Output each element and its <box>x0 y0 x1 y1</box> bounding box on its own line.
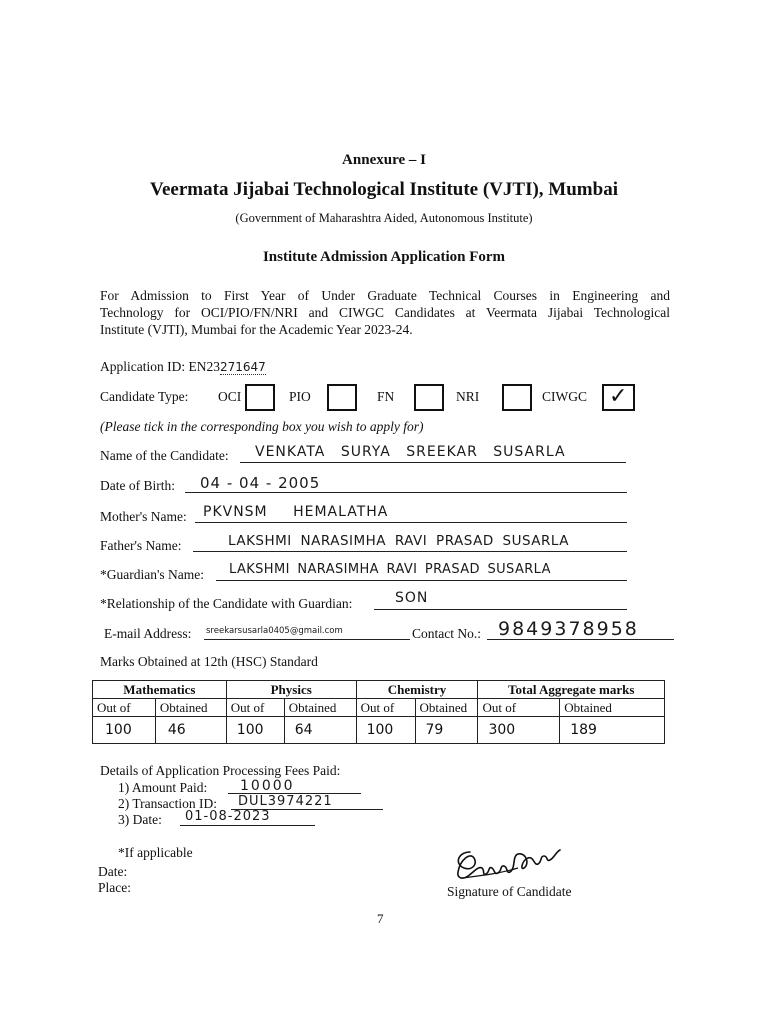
intro-paragraph <box>100 287 670 338</box>
marks-table <box>92 680 665 744</box>
dob-value[interactable]: 04 - 04 - 2005 <box>200 474 321 492</box>
chem-obtained-value[interactable]: 79 <box>415 717 478 744</box>
fees-title: Details of Application Processing Fees Paid: <box>100 763 341 778</box>
relationship-underline <box>374 609 627 610</box>
physics-out-of-header: Out of <box>226 699 284 717</box>
physics-obtained-header: Obtained <box>284 699 356 717</box>
math-obtained-header: Obtained <box>155 699 226 717</box>
annexure-heading: Annexure – I <box>342 152 426 168</box>
amount-value[interactable]: 10000 <box>240 778 295 794</box>
date-fee-value[interactable]: 01-08-2023 <box>185 809 271 824</box>
mother-value[interactable]: PKVNSM HEMALATHA <box>203 504 389 520</box>
option-pio-label: PIO <box>289 389 311 404</box>
intro-line-2: Technology for OCI/PIO/FN/NRI and CIWGC Candidates at Veermata Jijabai Technological <box>100 305 670 320</box>
checkbox-fn[interactable] <box>414 384 444 411</box>
dob-underline <box>185 492 627 493</box>
option-nri-label: NRI <box>456 389 480 404</box>
physics-obtained-value[interactable]: 64 <box>284 717 356 744</box>
guardian-value[interactable]: LAKSHMI NARASIMHA RAVI PRASAD SUSARLA <box>229 562 551 577</box>
father-label: Father's Name: <box>100 538 182 553</box>
math-out-of-value[interactable]: 100 <box>93 717 156 744</box>
father-underline <box>193 551 627 552</box>
father-value[interactable]: LAKSHMI NARASIMHA RAVI PRASAD SUSARLA <box>228 533 569 549</box>
intro-line-3: Institute (VJTI), Mumbai for the Academic Year 2023-24. <box>100 322 413 337</box>
chem-out-of-header: Out of <box>356 699 415 717</box>
subject-header-row <box>93 681 665 699</box>
transaction-label: 2) Transaction ID: <box>118 796 217 811</box>
mother-underline <box>195 522 627 523</box>
marks-title: Marks Obtained at 12th (HSC) Standard <box>100 654 318 669</box>
candidate-type-note: (Please tick in the corresponding box you wish to apply for) <box>100 419 424 434</box>
application-id-label: Application ID: <box>100 359 186 374</box>
math-obtained-value[interactable]: 46 <box>155 717 226 744</box>
date-fee-label: 3) Date: <box>118 812 162 827</box>
date-fee-underline <box>180 825 315 826</box>
relationship-value[interactable]: SON <box>395 590 429 606</box>
math-out-of-header: Out of <box>93 699 156 717</box>
subject-chemistry: Chemistry <box>356 681 478 699</box>
contact-value[interactable]: 9849378958 <box>498 618 639 640</box>
sub-header-row <box>93 699 665 717</box>
name-value[interactable]: VENKATA SURYA SREEKAR SUSARLA <box>255 444 566 460</box>
checkbox-oci[interactable] <box>245 384 275 411</box>
page-number: 7 <box>377 911 384 926</box>
subject-physics: Physics <box>226 681 356 699</box>
total-obtained-value[interactable]: 189 <box>560 717 665 744</box>
checkbox-ciwgc[interactable] <box>602 384 635 411</box>
checkbox-nri[interactable] <box>502 384 532 411</box>
candidate-type-label: Candidate Type: <box>100 389 189 404</box>
signature-image <box>448 838 568 884</box>
mother-label: Mother's Name: <box>100 509 187 524</box>
place-label: Place: <box>98 880 131 895</box>
email-label: E-mail Address: <box>104 626 192 641</box>
subject-mathematics: Mathematics <box>93 681 227 699</box>
email-value[interactable]: sreekarsusarla0405@gmail.com <box>206 626 343 636</box>
form-title: Institute Admission Application Form <box>262 249 506 265</box>
amount-label: 1) Amount Paid: <box>118 780 208 795</box>
chem-out-of-value[interactable]: 100 <box>356 717 415 744</box>
physics-out-of-value[interactable]: 100 <box>226 717 284 744</box>
if-applicable-note: *If applicable <box>118 845 193 860</box>
application-id-row <box>100 359 266 375</box>
check-mark-icon: ✓ <box>609 384 628 409</box>
total-out-of-header: Out of <box>478 699 560 717</box>
total-obtained-header: Obtained <box>560 699 665 717</box>
option-fn-label: FN <box>377 389 395 404</box>
chem-obtained-header: Obtained <box>415 699 478 717</box>
institute-name: Veermata Jijabai Technological Institute (VJTI), Mumbai <box>150 179 618 200</box>
option-oci-label: OCI <box>218 389 242 404</box>
name-underline <box>240 462 626 463</box>
name-label: Name of the Candidate: <box>100 448 229 463</box>
date-label: Date: <box>98 864 128 879</box>
contact-label: Contact No.: <box>412 626 481 641</box>
institute-subtitle: (Government of Maharashtra Aided, Autonomous Institute) <box>235 211 533 225</box>
guardian-label: *Guardian's Name: <box>100 567 205 582</box>
transaction-value[interactable]: DUL3974221 <box>238 794 333 809</box>
dob-label: Date of Birth: <box>100 478 175 493</box>
guardian-underline <box>216 580 627 581</box>
relationship-label: *Relationship of the Candidate with Guardian: <box>100 596 353 611</box>
intro-line-1: For Admission to First Year of Under Graduate Technical Courses in Engineering and <box>100 288 670 303</box>
total-out-of-value[interactable]: 300 <box>478 717 560 744</box>
checkbox-pio[interactable] <box>327 384 357 411</box>
subject-total: Total Aggregate marks <box>478 681 665 699</box>
email-underline <box>204 639 410 640</box>
signature-label: Signature of Candidate <box>447 884 572 899</box>
application-id-value[interactable]: 271647 <box>219 360 266 374</box>
application-id-prefix: EN23 <box>188 359 220 374</box>
option-ciwgc-label: CIWGC <box>542 389 587 404</box>
marks-values-row <box>93 717 665 744</box>
